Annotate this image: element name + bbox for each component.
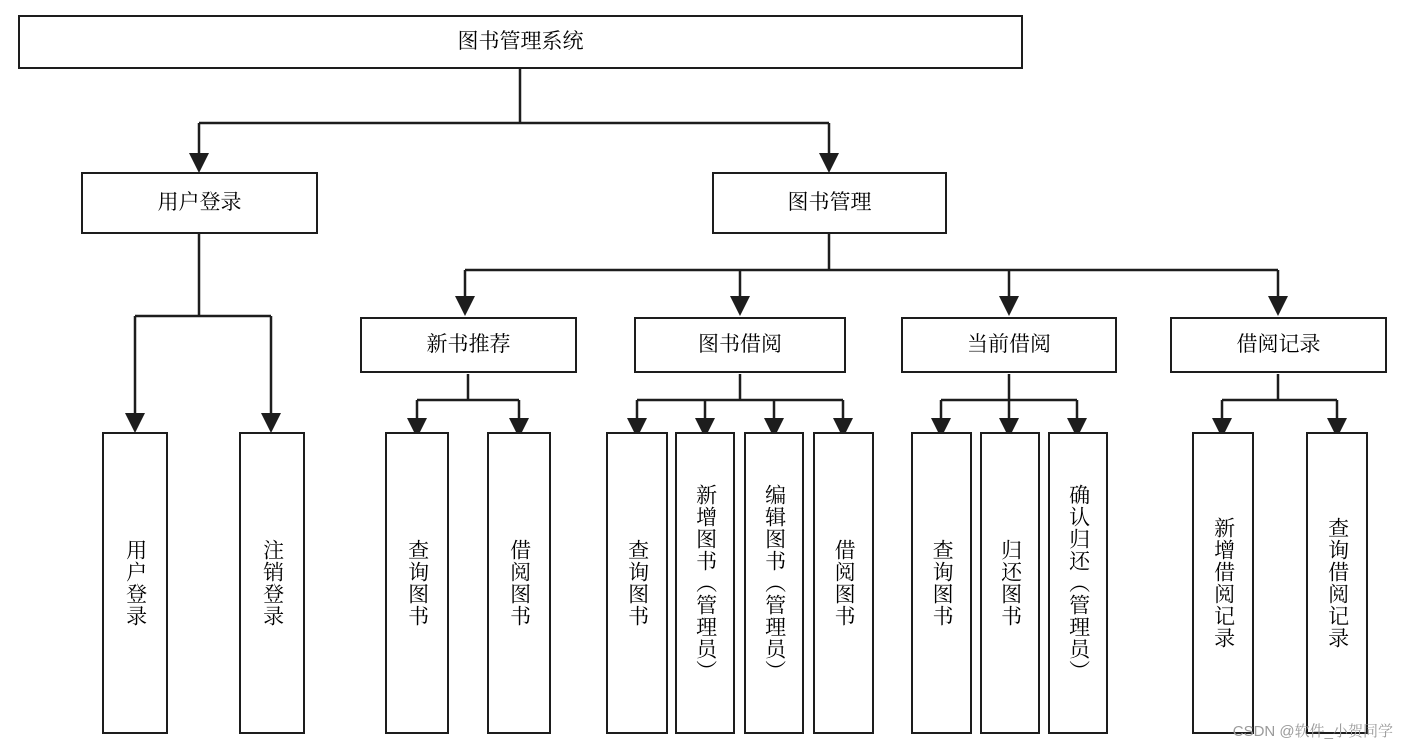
node-label: 图书管理 xyxy=(787,190,872,214)
node-label: 用户登录 xyxy=(123,539,147,627)
node-label: 当前借阅 xyxy=(967,332,1051,356)
node-book-management-system[interactable] xyxy=(18,15,1023,69)
node-label: 新增借阅记录 xyxy=(1211,517,1235,649)
node-leaf-confirm-return[interactable] xyxy=(1048,432,1108,734)
node-leaf-query-record[interactable] xyxy=(1306,432,1368,734)
node-label: 新增图书（管理员） xyxy=(693,484,717,682)
node-leaf-add-book[interactable] xyxy=(675,432,735,734)
node-borrow-record[interactable] xyxy=(1170,317,1387,373)
node-current-borrow[interactable] xyxy=(901,317,1117,373)
node-book-borrow[interactable] xyxy=(634,317,846,373)
node-leaf-borrow-book-2[interactable] xyxy=(813,432,874,734)
node-leaf-return-book[interactable] xyxy=(980,432,1040,734)
node-label: 编辑图书（管理员） xyxy=(762,484,786,682)
node-label: 图书借阅 xyxy=(698,332,782,356)
node-leaf-query-book-2[interactable] xyxy=(606,432,668,734)
node-label: 查询图书 xyxy=(930,539,954,627)
node-label: 借阅图书 xyxy=(832,539,856,627)
node-label: 查询图书 xyxy=(625,539,649,627)
node-label: 用户登录 xyxy=(157,190,242,214)
node-label: 借阅图书 xyxy=(507,539,531,627)
node-leaf-query-book-3[interactable] xyxy=(911,432,972,734)
node-leaf-logout[interactable] xyxy=(239,432,305,734)
node-label: 查询图书 xyxy=(405,539,429,627)
node-label: 注销登录 xyxy=(260,539,284,627)
node-label: 确认归还（管理员） xyxy=(1066,484,1090,682)
node-book-manage[interactable] xyxy=(712,172,947,234)
node-leaf-add-record[interactable] xyxy=(1192,432,1254,734)
node-label: 图书管理系统 xyxy=(457,29,584,53)
node-leaf-borrow-book-1[interactable] xyxy=(487,432,551,734)
node-leaf-query-book-1[interactable] xyxy=(385,432,449,734)
watermark: CSDN @软件_小贺同学 xyxy=(1232,723,1393,740)
node-label: 查询借阅记录 xyxy=(1325,517,1349,649)
node-leaf-edit-book[interactable] xyxy=(744,432,804,734)
node-label: 归还图书 xyxy=(998,539,1022,627)
node-leaf-user-login[interactable] xyxy=(102,432,168,734)
node-label: 新书推荐 xyxy=(426,332,511,356)
node-user-login[interactable] xyxy=(81,172,318,234)
node-label: 借阅记录 xyxy=(1236,332,1321,356)
node-new-book-recommend[interactable] xyxy=(360,317,577,373)
